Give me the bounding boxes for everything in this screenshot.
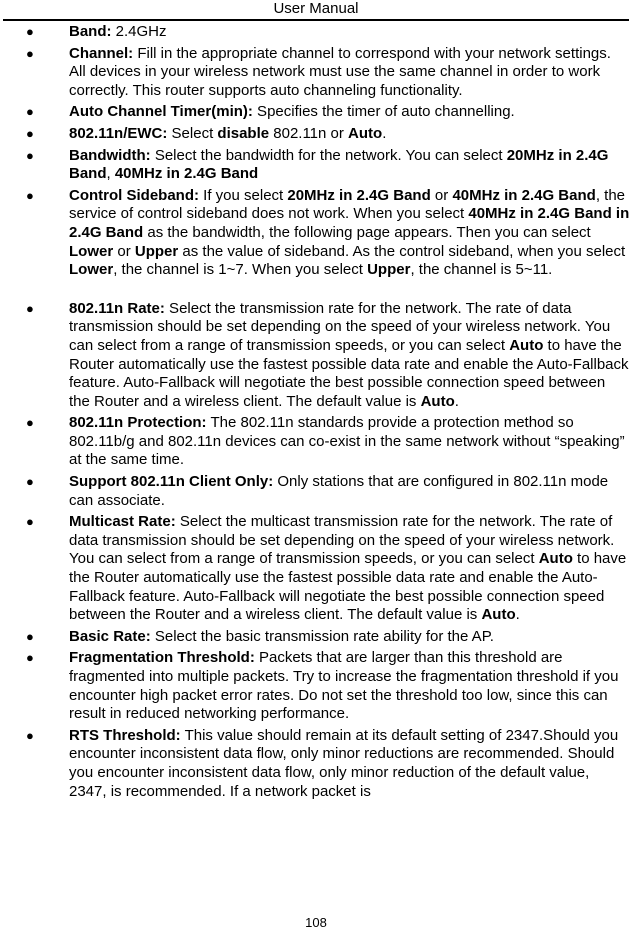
- body-text: Select the basic transmission rate ability for the AP.: [150, 627, 494, 645]
- body-text: Select the bandwidth for the network. You can select: [150, 146, 507, 164]
- body-text: 2.4GHz: [111, 23, 167, 40]
- bold-term: 40MHz in 2.4G Band: [452, 186, 596, 204]
- body-text: This value should remain at its default setting of 2347.Should you encounter inconsistent data flow, only minor reductions are recommended. Should you encounter inconsistent data flow, only minor reduction of the default value, 2347, is recommended. If a network packet is: [69, 726, 619, 800]
- bold-term: Fragmentation Threshold:: [69, 649, 255, 667]
- list-item: [0, 187, 632, 280]
- list-item: [0, 628, 632, 647]
- bold-term: Upper: [367, 261, 411, 279]
- body-text: as the value of sideband. As the control sideband, when you select: [178, 242, 626, 260]
- list-item: [0, 513, 632, 625]
- body-text: , the channel is 5~11.: [410, 261, 553, 279]
- bold-term: 802.11n Protection:: [69, 414, 207, 432]
- page-number: 108: [305, 915, 327, 930]
- bullet-icon: ●: [26, 514, 34, 530]
- list-item: [0, 300, 632, 412]
- list-item: [0, 147, 632, 184]
- bold-term: Auto: [420, 392, 455, 410]
- bold-term: Auto: [509, 336, 544, 354]
- body-text: Packets that are larger than this threshold are fragmented into multiple packets. Try to increase the fragmentation threshold if you encounter high packet error rates. Do not set the threshold too low, since this can result in reduced networking performance.: [69, 649, 619, 723]
- bold-term: Basic Rate:: [69, 627, 151, 645]
- bold-term: 40MHz in 2.4G Band in 2.4G Band: [69, 205, 630, 241]
- bullet-icon: ●: [26, 187, 34, 203]
- settings-description-list: [0, 23, 632, 804]
- body-text: to have the Router automatically use the fastest possible data rate and enable the Auto-Fallback feature. Auto-Fallback will negotiate the best possible connection speed between the Router and a wireless client. The default value is: [69, 336, 629, 410]
- bold-term: Auto: [481, 606, 516, 624]
- header-divider: [3, 19, 629, 21]
- body-text: Select the transmission rate for the network. The rate of data transmission should be set depending on the speed of your wireless network. You can select from a range of transmission speeds, or you can select: [69, 299, 611, 354]
- list-item: [0, 103, 632, 122]
- bold-term: 20MHz in 2.4G Band: [69, 146, 609, 183]
- list-item: [0, 23, 632, 42]
- body-text: The 802.11n standards provide a protection method so 802.11b/g and 802.11n devices can co-exist in the same network without “speaking” at the same time.: [69, 414, 625, 469]
- list-item: [0, 649, 632, 723]
- bold-term: Band:: [69, 23, 112, 40]
- bold-term: 40MHz in 2.4G Band: [114, 165, 259, 183]
- list-item: [0, 414, 632, 470]
- bullet-icon: ●: [26, 125, 34, 141]
- bold-term: Channel:: [69, 44, 134, 62]
- list-item: [0, 727, 632, 801]
- list-item: [0, 125, 632, 144]
- bullet-icon: ●: [26, 727, 34, 743]
- bold-term: Lower: [69, 261, 114, 279]
- body-text: or: [113, 242, 135, 260]
- bold-term: 802.11n/EWC:: [69, 124, 168, 142]
- body-text: as the bandwidth, the following page appears. Then you can select: [143, 223, 591, 241]
- bold-term: Lower: [69, 242, 114, 260]
- body-text: 802.11n or: [269, 124, 349, 142]
- bold-term: 802.11n Rate:: [69, 299, 165, 317]
- body-text: Select the multicast transmission rate for the network. The rate of data transmission should be set depending on the speed of your wireless network. You can select from a range of transmission speeds, or you can select: [69, 513, 615, 568]
- bullet-icon: ●: [26, 628, 34, 644]
- body-text: , the service of control sideband does not work. When you select: [69, 186, 625, 223]
- bold-term: disable: [217, 124, 270, 142]
- body-text: or: [430, 186, 453, 204]
- body-text: .: [454, 392, 459, 410]
- bold-term: Multicast Rate:: [69, 513, 176, 531]
- body-text: Only stations that are configured in 802.11n mode can associate.: [69, 473, 609, 509]
- body-text: .: [382, 124, 387, 142]
- body-text: .: [515, 606, 520, 624]
- bold-term: RTS Threshold:: [69, 726, 181, 744]
- bullet-icon: ●: [26, 147, 34, 163]
- list-item: [0, 473, 632, 510]
- body-text: to have the Router automatically use the fastest possible data rate and enable the Auto-Fallback feature. Auto-Fallback will negotiate the best possible connection speed between the Router and a wireless client. The default value is: [69, 550, 627, 624]
- bold-term: Control Sideband:: [69, 186, 199, 204]
- bullet-icon: ●: [26, 300, 34, 316]
- body-text: Specifies the timer of auto channelling.: [252, 103, 515, 121]
- bullet-icon: ●: [26, 24, 34, 39]
- bullet-icon: ●: [26, 415, 34, 431]
- body-text: , the channel is 1~7. When you select: [113, 261, 368, 279]
- bold-term: Auto: [348, 124, 383, 142]
- bullet-icon: ●: [26, 104, 34, 120]
- body-text: ,: [106, 165, 115, 183]
- page-header-title: User Manual: [273, 0, 359, 17]
- bullet-icon: ●: [26, 45, 34, 61]
- list-item: [0, 45, 632, 101]
- bullet-icon: ●: [26, 474, 34, 490]
- bold-term: Bandwidth:: [69, 146, 151, 164]
- bold-term: 20MHz in 2.4G Band: [287, 186, 431, 204]
- bold-term: Upper: [134, 242, 179, 260]
- body-text: If you select: [199, 186, 288, 204]
- bold-term: Auto: [538, 550, 573, 568]
- body-text: Select: [167, 124, 218, 142]
- bold-term: Auto Channel Timer(min):: [69, 103, 253, 121]
- bullet-icon: ●: [26, 650, 34, 666]
- bold-term: Support 802.11n Client Only:: [69, 473, 274, 491]
- body-text: Fill in the appropriate channel to correspond with your network settings. All devices in your wireless network must use the same channel in order to work correctly. This router supports auto channeling functionality.: [69, 44, 611, 99]
